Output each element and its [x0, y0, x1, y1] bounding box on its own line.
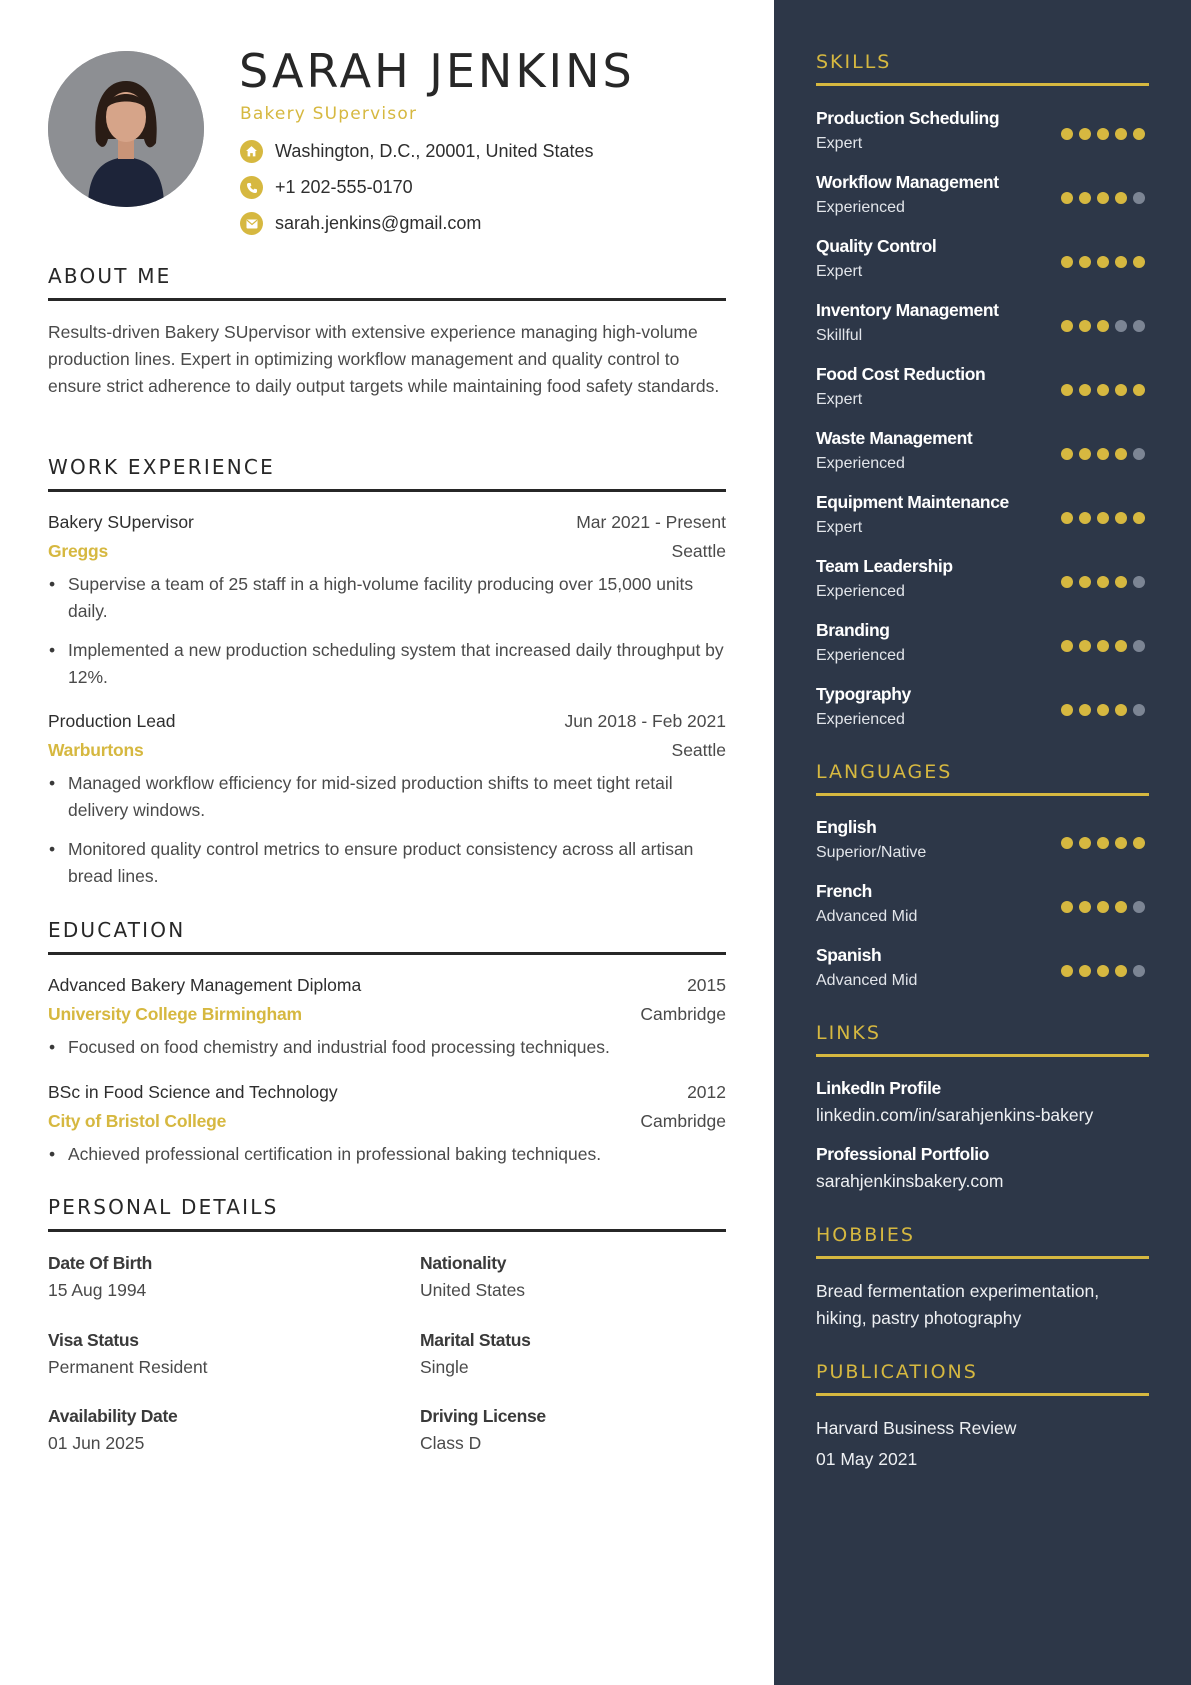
personal-field: [420, 1330, 531, 1378]
job-location: Seattle: [671, 541, 726, 561]
rating-dot-filled: [1115, 640, 1127, 652]
rating-dot-filled: [1097, 384, 1109, 396]
skill-item: [816, 300, 1149, 345]
rating-dot-filled: [1061, 320, 1073, 332]
skill-name: Branding: [816, 620, 890, 640]
rating-dot-filled: [1133, 384, 1145, 396]
language-level: Superior/Native: [816, 844, 927, 861]
skill-name: Quality Control: [816, 236, 937, 256]
skill-name: Food Cost Reduction: [816, 364, 986, 384]
field-label: Marital Status: [420, 1330, 531, 1350]
skill-rating: [1061, 320, 1145, 332]
rating-dot-empty: [1133, 320, 1145, 332]
language-rating: [1061, 965, 1145, 977]
school-location: Cambridge: [640, 1004, 726, 1024]
rating-dot-filled: [1115, 128, 1127, 140]
language-item: [816, 817, 1149, 862]
skill-level: Expert: [816, 391, 863, 408]
rating-dot-filled: [1133, 837, 1145, 849]
skill-name: Waste Management: [816, 428, 973, 448]
rating-dot-empty: [1133, 448, 1145, 460]
mail-icon: [240, 212, 263, 235]
job-company: Warburtons: [48, 740, 144, 760]
rating-dot-filled: [1079, 901, 1091, 913]
link-url[interactable]: linkedin.com/in/sarahjenkins-bakery: [816, 1105, 1094, 1125]
education-row: [48, 975, 726, 996]
rating-dot-filled: [1061, 512, 1073, 524]
job-bullet: • Supervise a team of 25 staff in a high-volume facility producing over 15,000 units daily.: [48, 571, 726, 625]
rating-dot-empty: [1133, 965, 1145, 977]
rating-dot-filled: [1061, 128, 1073, 140]
degree-title: BSc in Food Science and Technology: [48, 1082, 338, 1102]
rating-dot-filled: [1079, 320, 1091, 332]
rating-dot-filled: [1097, 128, 1109, 140]
rating-dot-filled: [1079, 576, 1091, 588]
degree-title: Advanced Bakery Management Diploma: [48, 975, 362, 995]
rating-dot-empty: [1133, 576, 1145, 588]
school-name: University College Birmingham: [48, 1004, 302, 1024]
rating-dot-filled: [1097, 448, 1109, 460]
address-text: Washington, D.C., 20001, United States: [275, 141, 594, 161]
education-heading: EDUCATION: [48, 918, 726, 955]
skill-name: Equipment Maintenance: [816, 492, 1009, 512]
skill-rating: [1061, 384, 1145, 396]
job-dates: Jun 2018 - Feb 2021: [564, 711, 726, 731]
rating-dot-filled: [1097, 837, 1109, 849]
rating-dot-filled: [1115, 837, 1127, 849]
field-label: Visa Status: [48, 1330, 139, 1350]
school-location: Cambridge: [640, 1111, 726, 1131]
phone-text: +1 202-555-0170: [275, 177, 413, 197]
rating-dot-filled: [1079, 384, 1091, 396]
skill-name: Inventory Management: [816, 300, 999, 320]
publication-date: 01 May 2021: [816, 1449, 918, 1469]
experience-row: [48, 512, 726, 533]
links-heading: LINKS: [816, 1022, 1149, 1057]
field-value: Single: [420, 1357, 469, 1377]
skill-item: [816, 428, 1149, 473]
contact-address: [240, 140, 594, 163]
education-row: [48, 1082, 726, 1103]
rating-dot-filled: [1115, 448, 1127, 460]
skill-rating: [1061, 576, 1145, 588]
rating-dot-filled: [1097, 320, 1109, 332]
about-heading: ABOUT ME: [48, 264, 726, 301]
job-company: Greggs: [48, 541, 109, 561]
rating-dot-filled: [1061, 965, 1073, 977]
rating-dot-filled: [1061, 901, 1073, 913]
language-level: Advanced Mid: [816, 908, 918, 925]
field-label: Availability Date: [48, 1406, 178, 1426]
skill-rating: [1061, 448, 1145, 460]
job-title: Bakery SUpervisor: [48, 512, 194, 532]
rating-dot-filled: [1097, 965, 1109, 977]
skill-rating: [1061, 640, 1145, 652]
job-bullet: • Managed workflow efficiency for mid-sized production shifts to meet tight retail delivery windows.: [48, 770, 726, 824]
skill-name: Workflow Management: [816, 172, 999, 192]
rating-dot-filled: [1061, 640, 1073, 652]
skill-item: [816, 492, 1149, 537]
school-name: City of Bristol College: [48, 1111, 227, 1131]
education-bullet: • Focused on food chemistry and industrial food processing techniques.: [48, 1034, 726, 1061]
skill-item: [816, 236, 1149, 281]
hobbies-text: Bread fermentation experimentation, hiking, pastry photography: [816, 1281, 1100, 1328]
rating-dot-filled: [1079, 192, 1091, 204]
skill-item: [816, 620, 1149, 665]
skill-level: Experienced: [816, 455, 905, 472]
rating-dot-filled: [1133, 128, 1145, 140]
skill-rating: [1061, 256, 1145, 268]
hobbies-heading: HOBBIES: [816, 1224, 1149, 1259]
skill-name: Production Scheduling: [816, 108, 1000, 128]
rating-dot-filled: [1079, 640, 1091, 652]
skill-level: Expert: [816, 263, 863, 280]
language-name: French: [816, 881, 872, 901]
publications-heading: PUBLICATIONS: [816, 1361, 1149, 1396]
field-value: Class D: [420, 1433, 482, 1453]
experience-row: [48, 740, 726, 761]
skill-level: Skillful: [816, 327, 863, 344]
rating-dot-filled: [1115, 576, 1127, 588]
degree-year: 2012: [687, 1082, 726, 1102]
job-dates: Mar 2021 - Present: [576, 512, 726, 532]
link-item: [816, 1078, 1156, 1126]
rating-dot-filled: [1079, 965, 1091, 977]
link-item: [816, 1144, 1156, 1192]
rating-dot-filled: [1079, 512, 1091, 524]
skill-item: [816, 556, 1149, 601]
rating-dot-filled: [1115, 704, 1127, 716]
rating-dot-filled: [1079, 448, 1091, 460]
candidate-role: Bakery SUpervisor: [240, 104, 418, 124]
skill-level: Expert: [816, 135, 863, 152]
skill-item: [816, 108, 1149, 153]
job-bullet: • Monitored quality control metrics to ensure product consistency across all artisan bread lines.: [48, 836, 726, 890]
field-value: 01 Jun 2025: [48, 1433, 145, 1453]
link-name: LinkedIn Profile: [816, 1078, 941, 1098]
rating-dot-filled: [1097, 512, 1109, 524]
rating-dot-filled: [1061, 837, 1073, 849]
field-value: Permanent Resident: [48, 1357, 208, 1377]
skill-level: Expert: [816, 519, 863, 536]
phone-icon: [240, 176, 263, 199]
rating-dot-filled: [1097, 704, 1109, 716]
experience-row: [48, 711, 726, 732]
about-text: Results-driven Bakery SUpervisor with extensive experience managing high-volume production lines. Expert in optimizing workflow management and quality control to ensure strict adherence to daily output targets while maintaining food safety standards.: [48, 322, 720, 396]
rating-dot-filled: [1061, 704, 1073, 716]
language-level: Advanced Mid: [816, 972, 918, 989]
rating-dot-filled: [1115, 965, 1127, 977]
rating-dot-filled: [1097, 256, 1109, 268]
field-label: Nationality: [420, 1253, 507, 1273]
skill-rating: [1061, 704, 1145, 716]
degree-year: 2015: [687, 975, 726, 995]
field-label: Driving License: [420, 1406, 546, 1426]
field-value: 15 Aug 1994: [48, 1280, 147, 1300]
job-title: Production Lead: [48, 711, 176, 731]
rating-dot-filled: [1133, 256, 1145, 268]
contact-email: [240, 212, 481, 235]
personal-field: [420, 1253, 525, 1301]
skill-level: Experienced: [816, 711, 905, 728]
rating-dot-filled: [1097, 192, 1109, 204]
rating-dot-empty: [1133, 640, 1145, 652]
skill-rating: [1061, 512, 1145, 524]
language-name: Spanish: [816, 945, 882, 965]
rating-dot-filled: [1061, 448, 1073, 460]
skill-name: Team Leadership: [816, 556, 953, 576]
rating-dot-filled: [1133, 512, 1145, 524]
field-label: Date Of Birth: [48, 1253, 153, 1273]
experience-heading: WORK EXPERIENCE: [48, 455, 726, 492]
rating-dot-filled: [1115, 384, 1127, 396]
rating-dot-filled: [1097, 640, 1109, 652]
rating-dot-empty: [1133, 704, 1145, 716]
skill-level: Experienced: [816, 583, 905, 600]
rating-dot-filled: [1079, 704, 1091, 716]
rating-dot-filled: [1115, 192, 1127, 204]
rating-dot-filled: [1061, 384, 1073, 396]
rating-dot-filled: [1079, 128, 1091, 140]
home-icon: [240, 140, 263, 163]
skill-rating: [1061, 128, 1145, 140]
language-rating: [1061, 837, 1145, 849]
rating-dot-filled: [1061, 192, 1073, 204]
skills-heading: SKILLS: [816, 51, 1149, 86]
education-row: [48, 1004, 726, 1025]
languages-heading: LANGUAGES: [816, 761, 1149, 796]
email-text[interactable]: sarah.jenkins@gmail.com: [275, 213, 482, 233]
language-item: [816, 881, 1149, 926]
rating-dot-filled: [1061, 256, 1073, 268]
rating-dot-filled: [1061, 576, 1073, 588]
rating-dot-filled: [1115, 901, 1127, 913]
skill-rating: [1061, 192, 1145, 204]
personal-field: [48, 1406, 177, 1454]
skill-item: [816, 172, 1149, 217]
language-item: [816, 945, 1149, 990]
rating-dot-empty: [1133, 901, 1145, 913]
personal-field: [48, 1330, 208, 1378]
contact-phone: [240, 176, 413, 199]
rating-dot-filled: [1079, 837, 1091, 849]
sidebar: [774, 0, 1191, 1685]
language-rating: [1061, 901, 1145, 913]
education-row: [48, 1111, 726, 1132]
skill-level: Experienced: [816, 199, 905, 216]
education-bullet: • Achieved professional certification in professional baking techniques.: [48, 1141, 726, 1168]
link-url[interactable]: sarahjenkinsbakery.com: [816, 1171, 1004, 1191]
field-value: United States: [420, 1280, 526, 1300]
experience-row: [48, 541, 726, 562]
job-location: Seattle: [671, 740, 726, 760]
link-name: Professional Portfolio: [816, 1144, 990, 1164]
skill-name: Typography: [816, 684, 911, 704]
skill-item: [816, 364, 1149, 409]
rating-dot-filled: [1079, 256, 1091, 268]
rating-dot-empty: [1133, 192, 1145, 204]
profile-photo: [48, 51, 204, 207]
skill-level: Experienced: [816, 647, 905, 664]
personal-heading: PERSONAL DETAILS: [48, 1195, 726, 1232]
rating-dot-empty: [1115, 320, 1127, 332]
job-bullet: • Implemented a new production scheduling system that increased daily throughput by 12%.: [48, 637, 726, 691]
language-name: English: [816, 817, 877, 837]
rating-dot-filled: [1097, 576, 1109, 588]
publication-title: Harvard Business Review: [816, 1418, 1017, 1438]
rating-dot-filled: [1115, 512, 1127, 524]
skill-item: [816, 684, 1149, 729]
rating-dot-filled: [1097, 901, 1109, 913]
personal-field: [420, 1406, 546, 1454]
personal-field: [48, 1253, 152, 1301]
rating-dot-filled: [1115, 256, 1127, 268]
candidate-name: SARAH JENKINS: [239, 44, 635, 98]
